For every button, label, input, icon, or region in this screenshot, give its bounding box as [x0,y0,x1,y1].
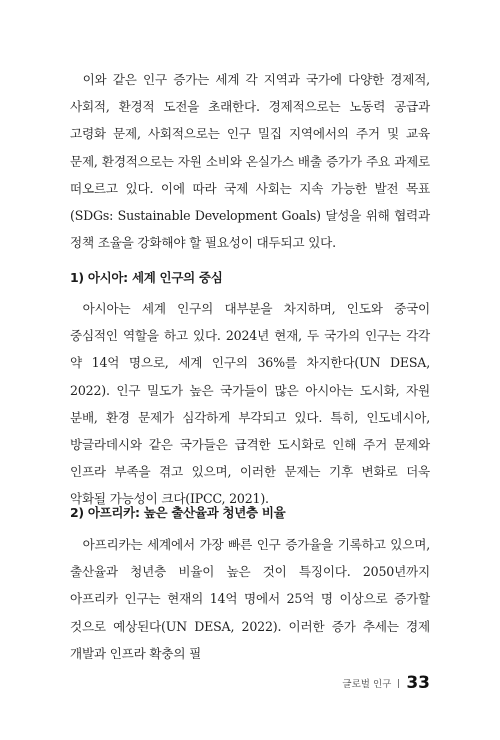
page-number: 33 [406,673,430,693]
body-paragraph-1: 이와 같은 인구 증가는 세계 각 지역과 국가에 다양한 경제적, 사회적, 환경적 도전을 초래한다. 경제적으로는 노동력 공급과 고령화 문제, 사회적으로는 인구 밀집 지역에서의 주거 및 교육 문제, 환경적으로는 자원 소비와 온실가스 배출 증가가 주요 과제로 떠오르고 있다. 이에 따라 국제 사회는 지속 가능한 발전 목표(SDGs: Sustainable Development Goals) 달성을 위해 협력과 정책 조율을 강화해야 할 필요성이 대두되고 있다. [70,72,430,251]
footer-divider [398,679,399,688]
body-paragraph-3: 아프리카는 세계에서 가장 빠른 인구 증가율을 기록하고 있으며, 출산율과 청년층 비율이 높은 것이 특징이다. 2050년까지 아프리카 인구는 현재의 14억 명에서 25억 명 이상으로 증가할 것으로 예상된다(UN DESA, 2022). 이러한 증가 추세는 경제 개발과 인프라 확충의 필 [70,537,430,661]
page-footer [342,673,430,693]
running-title: 글로벌 인구 [342,679,392,690]
section-heading-africa: 2) 아프리카: 높은 출산율과 청년층 비율 [70,505,286,520]
section-heading-asia: 1) 아시아: 세계 인구의 중심 [70,270,223,285]
body-paragraph-2: 아시아는 세계 인구의 대부분을 차지하며, 인도와 중국이 중심적인 역할을 하고 있다. 2024년 현재, 두 국가의 인구는 각각 약 14억 명으로, 세계 인구의 36%를 차지한다(UN DESA, 2022). 인구 밀도가 높은 국가들이 많은 아시아는 도시화, 자원 분배, 환경 문제가 심각하게 부각되고 있다. 특히, 인도네시아, 방글라데시와 같은 국가들은 급격한 도시화로 인해 주거 문제와 인프라 부족을 겪고 있으며, 이러한 문제는 기후 변화로 더욱 악화될 가능성이 크다(IPCC, 2021). [70,301,430,507]
